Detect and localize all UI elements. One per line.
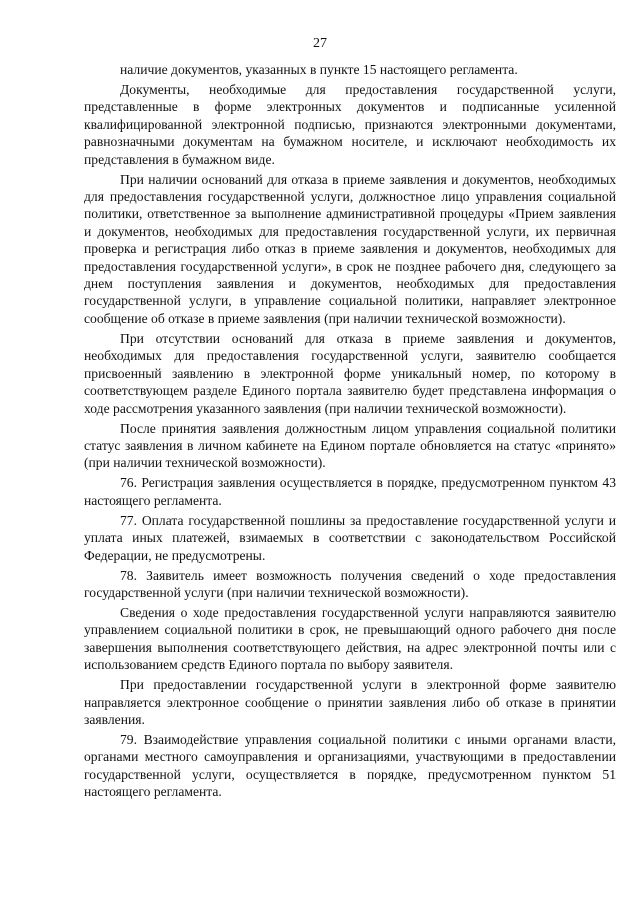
paragraph-item-78: 78. Заявитель имеет возможность получения сведений о ходе предоставления государственной услуги (при наличии технической возможности). (84, 567, 616, 600)
paragraph-electronic-message: При предоставлении государственной услуги в электронной форме заявителю направляется электронное сообщение о принятии заявления либо об отказе в принятии заявления. (84, 677, 616, 727)
paragraph-electronic-documents: Документы, необходимые для предоставления государственной услуги, представленные в форме электронных документов и подписанные усиленной квалифицированной электронной подписью, признаются электронными документами, равнозначными документам на бумажном носителе, и исключают необходимость их представления в бумажном виде. (84, 82, 616, 167)
paragraph-status-accepted: После принятия заявления должностным лицом управления социальной политики статус заявления в личном кабинете на Едином портале обновляется на статус «принято» (при наличии технической возможности). (84, 420, 616, 471)
paragraph-item-76: 76. Регистрация заявления осуществляется в порядке, предусмотренном пунктом 43 настоящего регламента. (84, 475, 616, 508)
page-number: 27 (313, 36, 327, 51)
document-body (84, 61, 616, 801)
paragraph-item-77: 77. Оплата государственной пошлины за предоставление государственной услуги и уплата иных платежей, взимаемых в соответствии с законодательством Российской Федерации, не предусмотрены. (84, 512, 616, 563)
paragraph-refusal-grounds: При наличии оснований для отказа в приеме заявления и документов, необходимых для предоставления государственной услуги, должностное лицо управления социальной политики, ответственное за выполнение административной процедуры «Прием заявления и документов, необходимых для предоставления государственной услуги, их первичная проверка и регистрация либо отказ в приеме заявления и документов, необходимых для предоставления государственной услуги», в срок не позднее рабочего дня, следующего за днем поступления заявления и документов, необходимых для предоставления государственной услуги, в управление социальной политики, направляет электронное сообщение об отказе в приеме заявления (при наличии технической возможности). (84, 171, 616, 326)
paragraph-continuation: наличие документов, указанных в пункте 15 настоящего регламента. (120, 62, 518, 77)
paragraph-item-79: 79. Взаимодействие управления социальной политики с иными органами власти, органами местного самоуправления и организациями, участвующими в предоставлении государственной услуги, осуществляется в порядке, предусмотренном пунктом 51 настоящего регламента. (84, 731, 616, 800)
paragraph-progress-info: Сведения о ходе предоставления государственной услуги направляются заявителю управлением социальной политики в срок, не превышающий одного рабочего дня после завершения выполнения соответствующего действия, на адрес электронной почты или с использованием средств Единого портала по выбору заявителя. (84, 604, 616, 673)
paragraph-no-refusal-grounds: При отсутствии оснований для отказа в приеме заявления и документов, необходимых для предоставления государственной услуги, заявителю сообщается присвоенный заявлению в электронной форме уникальный номер, по которому в соответствующем разделе Единого портала заявителю будет представлена информация о ходе рассмотрения указанного заявления (при наличии технической возможности). (84, 330, 616, 416)
